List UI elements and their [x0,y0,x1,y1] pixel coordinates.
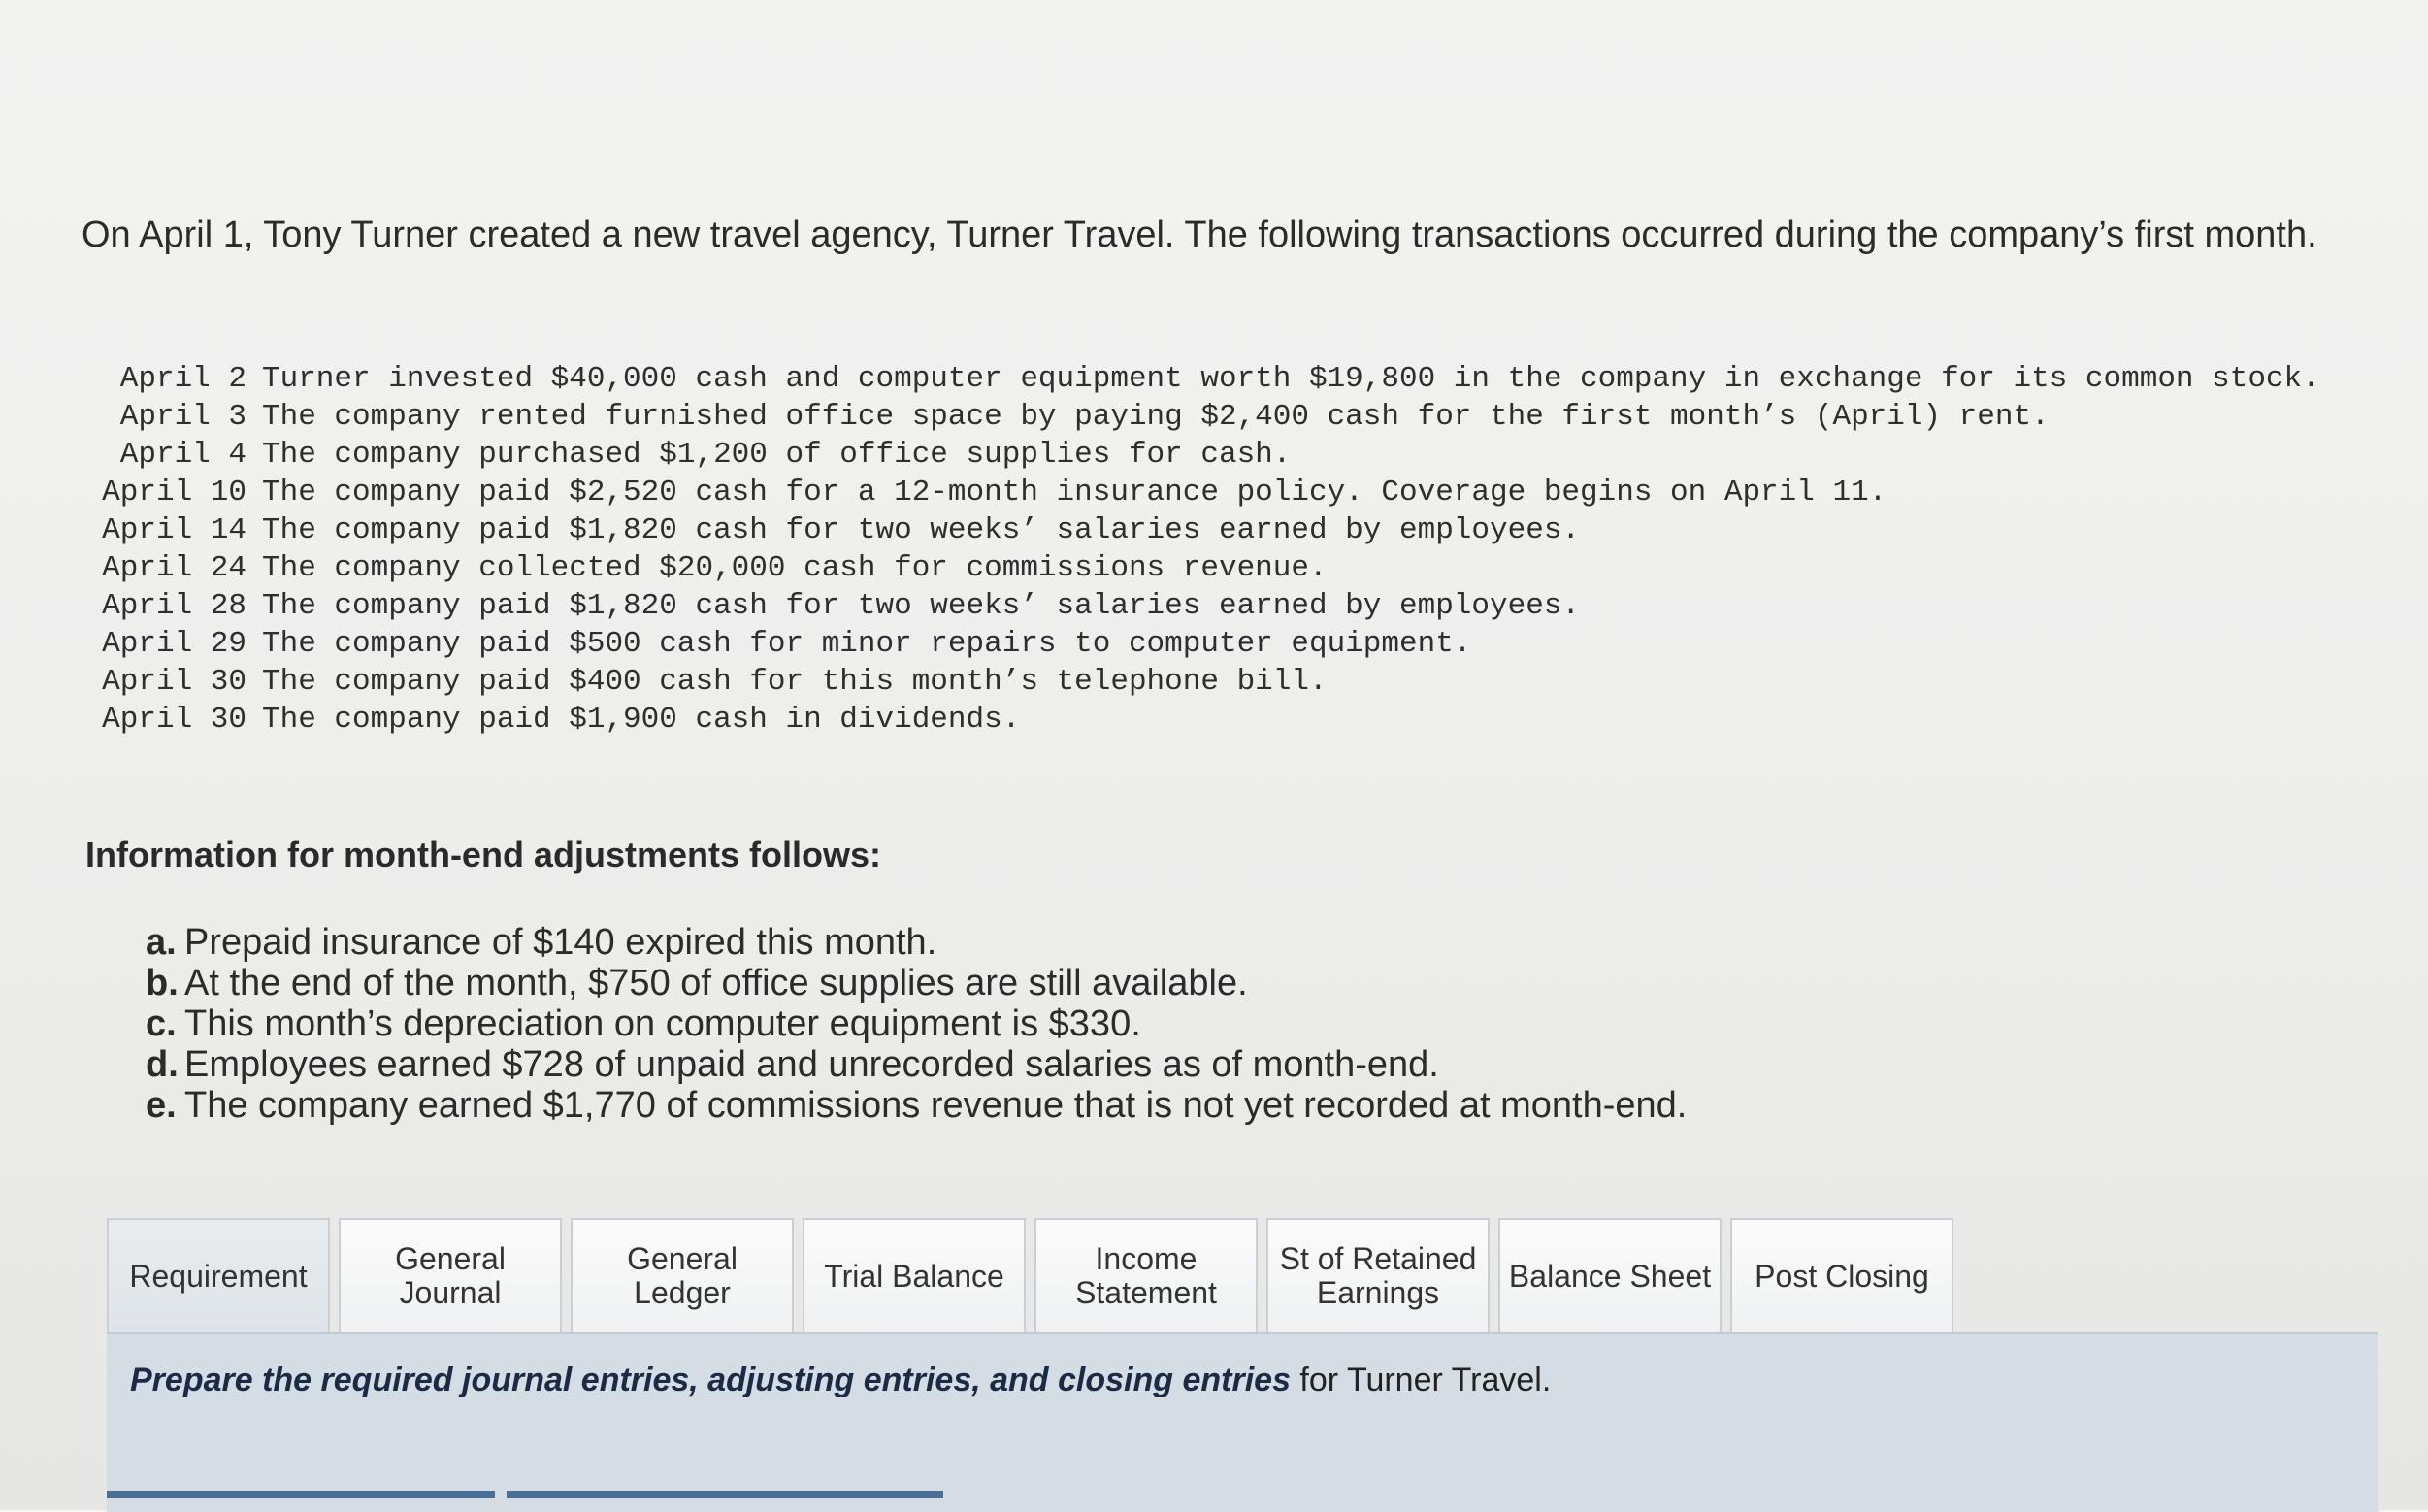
transaction-row [82,399,2391,436]
adjustment-text: Employees earned $728 of unpaid and unrecorded salaries as of month-end. [184,1044,1439,1085]
tab-post-closing[interactable]: Post Closing [1730,1218,1953,1332]
instruction-text [130,1362,1551,1399]
adjustment-letter: e. [146,1085,177,1126]
transaction-description: The company purchased $1,200 of office supplies for cash. [262,438,1292,472]
tab-income-statement[interactable]: Income Statement [1034,1218,1258,1332]
adjustment-item [146,1044,2280,1085]
adjustment-text: Prepaid insurance of $140 expired this month. [184,922,937,963]
adjustment-text: This month’s depreciation on computer equipment is $330. [184,1003,1141,1044]
transaction-date: April 28 [102,589,246,623]
tab-trial-balance[interactable]: Trial Balance [803,1218,1026,1332]
adjustment-item [146,963,2280,1003]
transaction-row [82,437,2391,474]
instruction-bold: Prepare the required journal entries, adjusting entries, and closing entries [130,1362,1291,1398]
adjustment-letter: d. [146,1044,179,1085]
tab-general-journal[interactable]: General Journal [339,1218,562,1332]
adjustment-item [146,1085,2280,1126]
transaction-date: April 30 [102,665,246,699]
tab-requirement[interactable]: Requirement [107,1218,330,1332]
transaction-description: Turner invested $40,000 cash and computer equipment worth $19,800 in the company in exchange for its common stock. [262,362,2320,396]
adjustment-letter: c. [146,1003,177,1044]
tab-balance-sheet[interactable]: Balance Sheet [1498,1218,1722,1332]
transaction-description: The company paid $1,820 cash for two weeks’ salaries earned by employees. [262,589,1581,623]
transaction-row [82,626,2391,663]
adjustments-list [146,922,2280,1126]
transaction-description: The company paid $500 cash for minor repairs to computer equipment. [262,627,1472,661]
transaction-description: The company paid $1,900 cash in dividends. [262,703,1021,737]
intro-paragraph: On April 1, Tony Turner created a new travel agency, Turner Travel. The following transactions occurred during the company’s first month. [82,214,2317,255]
transaction-date: April 24 [102,551,246,585]
transaction-date: April 14 [102,513,246,547]
transaction-row [82,664,2391,701]
transaction-description: The company rented furnished office space by paying $2,400 cash for the first month’s (April) rent. [262,400,2050,434]
transaction-date: April 2 [119,362,246,396]
requirement-panel [107,1332,2378,1512]
transaction-row [82,702,2391,739]
adjustment-letter: a. [146,922,177,963]
transaction-row [82,588,2391,625]
adjustments-heading: Information for month-end adjustments follows: [85,835,881,874]
transaction-row [82,550,2391,587]
progress-underline-right [507,1491,943,1498]
progress-underline-left [107,1491,495,1498]
transaction-row [82,475,2391,511]
transaction-row [82,512,2391,549]
transaction-date: April 4 [119,438,246,472]
tab-retained-earnings[interactable]: St of Retained Earnings [1266,1218,1490,1332]
transaction-date: April 10 [102,476,246,509]
transaction-row [82,361,2391,398]
adjustment-letter: b. [146,963,179,1003]
transaction-description: The company paid $2,520 cash for a 12-month insurance policy. Coverage begins on April 11. [262,476,1887,509]
transaction-list [82,361,2391,740]
tab-general-ledger[interactable]: General Ledger [571,1218,794,1332]
tab-bar [107,1218,1962,1332]
transaction-description: The company paid $1,820 cash for two weeks’ salaries earned by employees. [262,513,1581,547]
transaction-date: April 3 [119,400,246,434]
transaction-description: The company paid $400 cash for this month’s telephone bill. [262,665,1328,699]
adjustment-text: The company earned $1,770 of commissions revenue that is not yet recorded at month-end. [184,1085,1688,1126]
transaction-description: The company collected $20,000 cash for commissions revenue. [262,551,1328,585]
adjustment-item [146,922,2280,963]
transaction-date: April 29 [102,627,246,661]
adjustment-item [146,1003,2280,1044]
instruction-normal: for Turner Travel. [1290,1362,1552,1398]
transaction-date: April 30 [102,703,246,737]
adjustment-text: At the end of the month, $750 of office supplies are still available. [184,963,1248,1003]
